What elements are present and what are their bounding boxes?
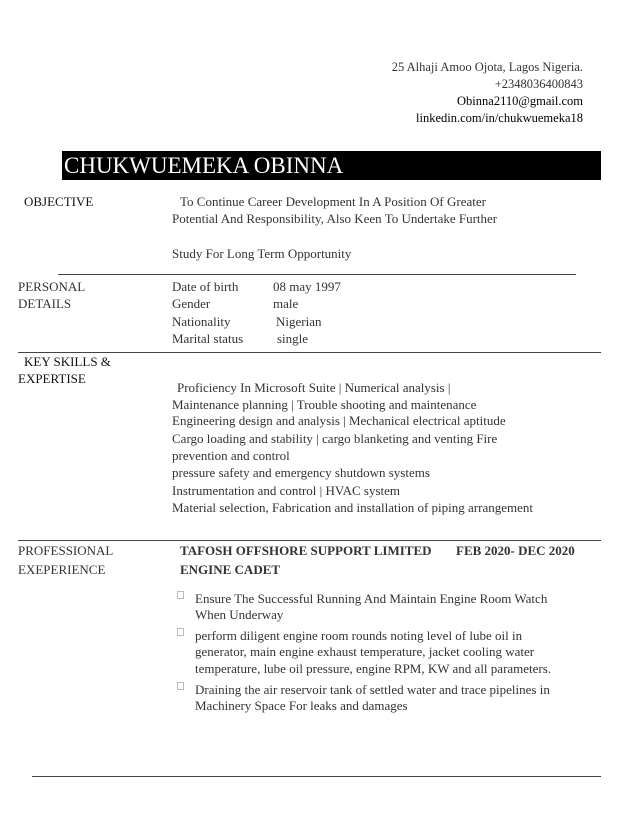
personal-value-marital: single [277,331,309,346]
skills-label-2: EXPERTISE [18,371,86,386]
objective-line-2: Potential And Responsibility, Also Keen To Undertake Further [172,211,498,226]
skills-line-8: Material selection, Fabrication and installation of piping arrangement [172,500,533,515]
skills-line-4: Cargo loading and stability | cargo blanketing and venting Fire [172,431,498,446]
experience-bullet-1-line-1: Ensure The Successful Running And Maintain Engine Room Watch [195,591,548,606]
objective-line-3: Study For Long Term Opportunity [172,246,352,261]
objective-label: OBJECTIVE [24,194,94,209]
contact-address: 25 Alhaji Amoo Ojota, Lagos Nigeria. [391,60,583,74]
experience-bullet-2-line-1: perform diligent engine room rounds noting level of lube oil in [195,628,523,643]
divider-skills [18,540,601,541]
experience-bullet-1-line-2: When Underway [195,607,284,622]
skills-line-3: Engineering design and analysis | Mechanical electrical aptitude [172,413,506,428]
experience-label-1: PROFESSIONAL [18,543,114,558]
name-banner: CHUKWUEMEKA OBINNA [62,151,601,180]
personal-label-1: PERSONAL [18,279,86,294]
experience-bullet-3-line-1: Draining the air reservoir tank of settled water and trace pipelines in [195,682,550,697]
objective-line-1: To Continue Career Development In A Position Of Greater [180,194,486,209]
experience-bullet-2-line-2: generator, main engine exhaust temperature, jacket cooling water [195,644,535,659]
experience-bullet-2-line-3: temperature, lube oil pressure, engine RPM, KW and all parameters. [195,661,552,676]
personal-key-dob: Date of birth [172,279,239,294]
experience-company: TAFOSH OFFSHORE SUPPORT LIMITED [180,543,432,558]
personal-key-nationality: Nationality [172,314,231,329]
divider-objective [58,274,576,275]
personal-key-gender: Gender [172,296,211,311]
skills-line-6: pressure safety and emergency shutdown systems [172,465,430,480]
personal-value-nationality: Nigerian [276,314,322,329]
experience-label-2: EXEPERIENCE [18,562,106,577]
experience-bullet-3-line-2: Machinery Space For leaks and damages [195,698,408,713]
skills-label-1: KEY SKILLS & [24,354,111,369]
skills-line-5: prevention and control [172,448,290,463]
personal-value-gender: male [273,296,299,311]
contact-phone: +2348036400843 [494,77,583,91]
bullet-square-icon [177,628,184,636]
skills-line-7: Instrumentation and control | HVAC system [172,483,401,498]
contact-email[interactable]: Obinna2110@gmail.com [457,94,583,108]
personal-key-marital: Marital status [172,331,244,346]
personal-value-dob: 08 may 1997 [273,279,341,294]
contact-linkedin[interactable]: linkedin.com/in/chukwuemeka18 [416,111,583,125]
bullet-square-icon [177,591,184,599]
experience-dates: FEB 2020- DEC 2020 [456,543,575,558]
skills-line-2: Maintenance planning | Trouble shooting and maintenance [172,397,477,412]
divider-footer [32,776,601,777]
skills-line-1: Proficiency In Microsoft Suite | Numerical analysis | [177,380,451,395]
experience-role: ENGINE CADET [180,562,281,577]
personal-label-2: DETAILS [18,296,72,311]
contact-block [392,59,583,127]
bullet-square-icon [177,682,184,690]
